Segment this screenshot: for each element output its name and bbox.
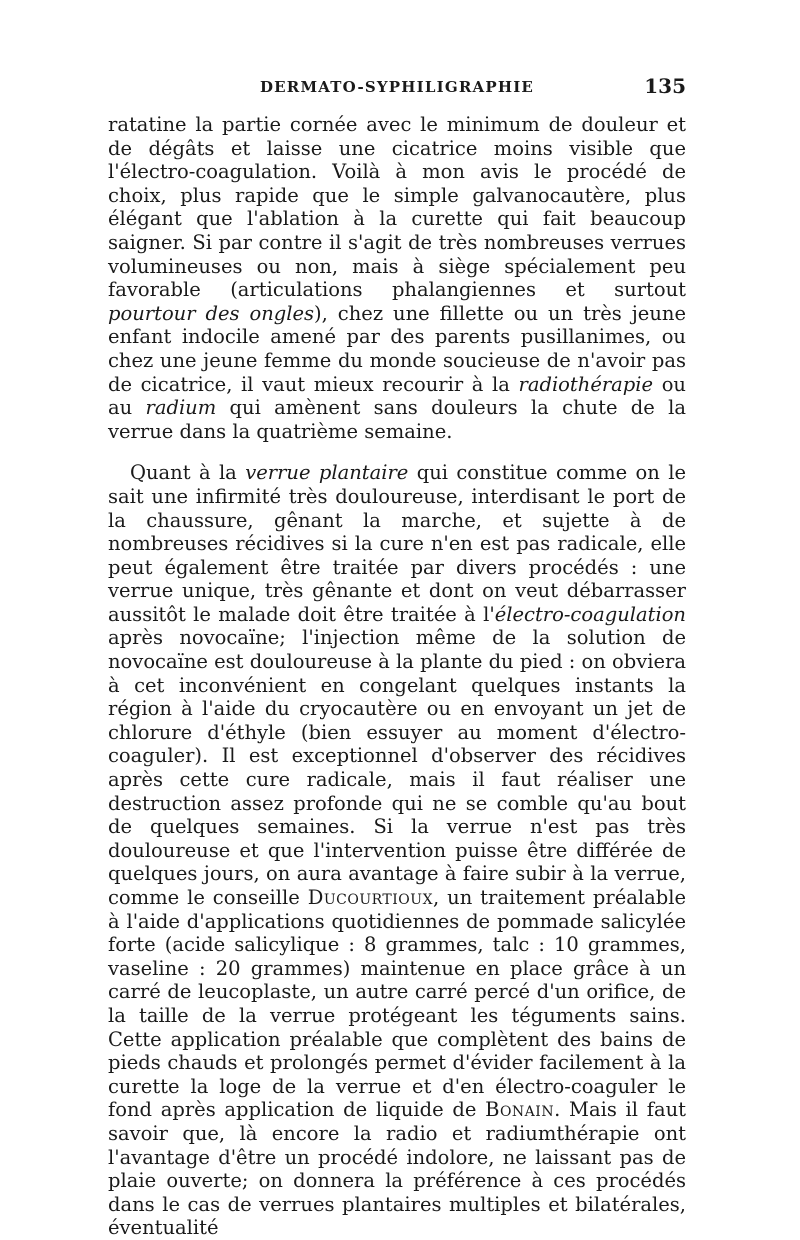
- italic-term: radiothérapie: [518, 372, 654, 396]
- italic-term: verrue plantaire: [245, 461, 409, 485]
- text-segment: Quant à la: [130, 461, 246, 485]
- paragraph-1: [108, 113, 686, 443]
- running-title: DERMATO-SYPHILIGRAPHIE: [259, 78, 535, 96]
- page-header: [108, 74, 686, 104]
- text-segment: , un traitement préalable à l'aide d'applications quotidiennes de pommade salicylée forte (acide salicylique : 8 grammes, talc : 10 grammes, vaseline : 20 grammes) maintenue en place grâce à un carré de leucoplaste, un autre carré percé d'un orifice, de la taille de la verrue protégeant les téguments sains. Cette application préalable que complètent des bains de pieds chauds et prolongés permet d'évider facilement à la curette la loge de la verrue et d'en électro-coaguler le fond après application de liquide de: [108, 886, 687, 1122]
- text-segment: ), chez une fillette ou un très jeune enfant indocile amené par des parents pusillanimes, ou chez une jeune femme du monde soucieuse de n'avoir pas de cicatrice, il vaut mieux recourir à la: [108, 301, 686, 396]
- page-number: 135: [644, 74, 686, 98]
- text-segment: qui constitue comme on le sait une infirmité très douloureuse, interdisant le port de la chaussure, gênant la marche, et sujette à de nombreuses récidives si la cure n'en est pas radicale, elle peut également être traitée par divers procédés : une verrue unique, très gênante et dont on veut débarrasser aussitôt le malade doit être traitée à l': [108, 461, 686, 626]
- text-segment: après novocaïne; l'injection même de la solution de novocaïne est douloureuse à la plante du pied : on obviera à cet inconvénient en congelant quelques instants la région à l'aide du cryocautère ou en envoyant un jet de chlorure d'éthyle (bien essuyer au moment d'électro-coaguler). Il est exceptionnel d'observer des récidives après cette cure radicale, mais il faut réaliser une destruction assez profonde qui ne se comble qu'au bout de quelques semaines. Si la verrue n'est pas très douloureuse et que l'intervention puisse être différée de quelques jours, on aura avantage à faire subir à la verrue, comme le conseille: [108, 626, 686, 909]
- paragraph-2: [108, 461, 686, 1240]
- text-segment: ratatine la partie cornée avec le minimum de douleur et de dégâts et laisse une cicatrice moins visible que l'électro-coagulation. Voilà à mon avis le procédé de choix, plus rapide que le simple galvanocautère, plus élégant que l'ablation à la curette qui fait beaucoup saigner. Si par contre il s'agit de très nombreuses verrues volumineuses ou non, mais à siège spécialement peu favorable (articulations phalangiennes et surtout: [108, 113, 686, 302]
- text-segment: ou au: [108, 372, 686, 420]
- body-text: [108, 113, 686, 1240]
- italic-term: radium: [145, 396, 217, 420]
- italic-term: pourtour des ongles: [108, 301, 315, 325]
- author-name: Ducourtioux: [307, 886, 434, 909]
- italic-term: électro-coagulation: [494, 602, 686, 626]
- author-name: Bonain: [485, 1098, 555, 1122]
- text-segment: qui amènent sans douleurs la chute de la verrue dans la quatrième semaine.: [108, 396, 687, 443]
- text-segment: . Mais il faut savoir que, là encore la radio et radiumthérapie ont l'avantage d'être un procédé indolore, ne laissant pas de plaie ouverte; on donnera la préférence à ces procédés dans le cas de verrues plantaires multiples et bilatérales, éventualité: [108, 1098, 686, 1240]
